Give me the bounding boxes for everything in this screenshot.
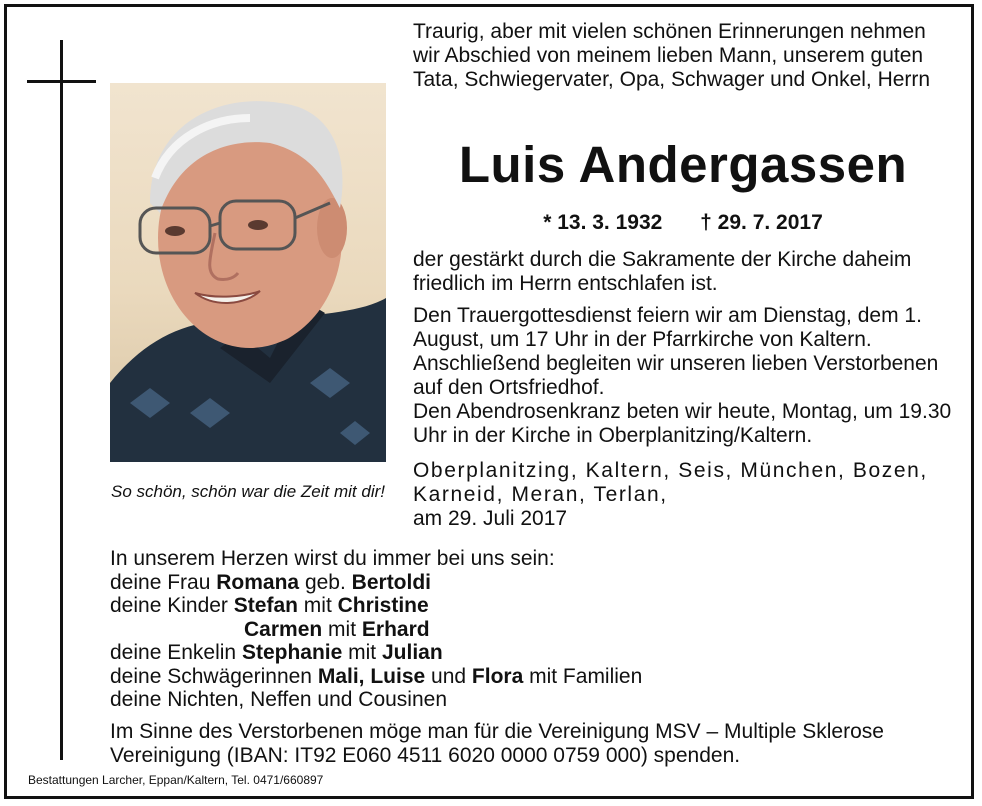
places-list: Oberplanitzing, Kaltern, Seis, München, Bozen, Karneid, Meran, Terlan, bbox=[413, 459, 928, 506]
donation-text: Im Sinne des Verstorbenen möge man für die Vereinigung MSV – Multiple Sklerose Vereinigung (IBAN: IT92 E060 4511 6020 0000 0759 000) spenden. bbox=[110, 720, 884, 767]
family-grandchild: deine Enkelin Stephanie mit Julian bbox=[110, 641, 443, 664]
cross-icon-horizontal bbox=[27, 80, 96, 83]
family-relatives: deine Nichten, Neffen und Cousinen bbox=[110, 688, 448, 711]
family-children: deine Kinder Stefan mit Christine bbox=[110, 594, 429, 617]
deceased-name: Luis Andergassen bbox=[458, 136, 908, 193]
death-date: † 29. 7. 2017 bbox=[700, 211, 823, 234]
family-sisters-in-law: deine Schwägerinnen Mali, Luise und Flora mit Familien bbox=[110, 664, 643, 688]
life-dates bbox=[413, 210, 953, 236]
sacrament-text: der gestärkt durch die Sakramente der Kirche daheim friedlich im Herrn entschlafen ist. bbox=[413, 248, 912, 295]
intro-text: Traurig, aber mit vielen schönen Erinnerungen nehmen wir Abschied von meinem lieben Mann, unserem guten Tata, Schwiegervater, Opa, Schwager und Onkel, Herrn bbox=[413, 20, 931, 91]
undertaker-footer: Bestattungen Larcher, Eppan/Kaltern, Tel. 0471/660897 bbox=[28, 773, 324, 787]
funeral-service-text: Den Trauergottesdienst feiern wir am Dienstag, dem 1. August, um 17 Uhr in der Pfarrkirche von Kaltern. Anschließend begleiten wir unseren lieben Verstorbenen auf den Ortsfriedhof. bbox=[413, 304, 939, 399]
cross-icon-vertical bbox=[60, 40, 63, 760]
family-wife: deine Frau Romana geb. Bertoldi bbox=[110, 570, 432, 594]
family-heading: In unserem Herzen wirst du immer bei uns sein: bbox=[110, 547, 555, 570]
birth-date: * 13. 3. 1932 bbox=[543, 211, 663, 234]
notice-date: am 29. Juli 2017 bbox=[413, 507, 568, 530]
family-children-2: Carmen mit Erhard bbox=[244, 617, 430, 641]
family-section bbox=[110, 547, 960, 712]
service-info bbox=[413, 304, 958, 448]
portrait-photo bbox=[110, 83, 386, 462]
photo-caption: So schön, schön war die Zeit mit dir! bbox=[110, 482, 385, 501]
rosary-text: Den Abendrosenkranz beten wir heute, Montag, um 19.30 Uhr in der Kirche in Oberplanitzing/Kaltern. bbox=[413, 400, 952, 447]
